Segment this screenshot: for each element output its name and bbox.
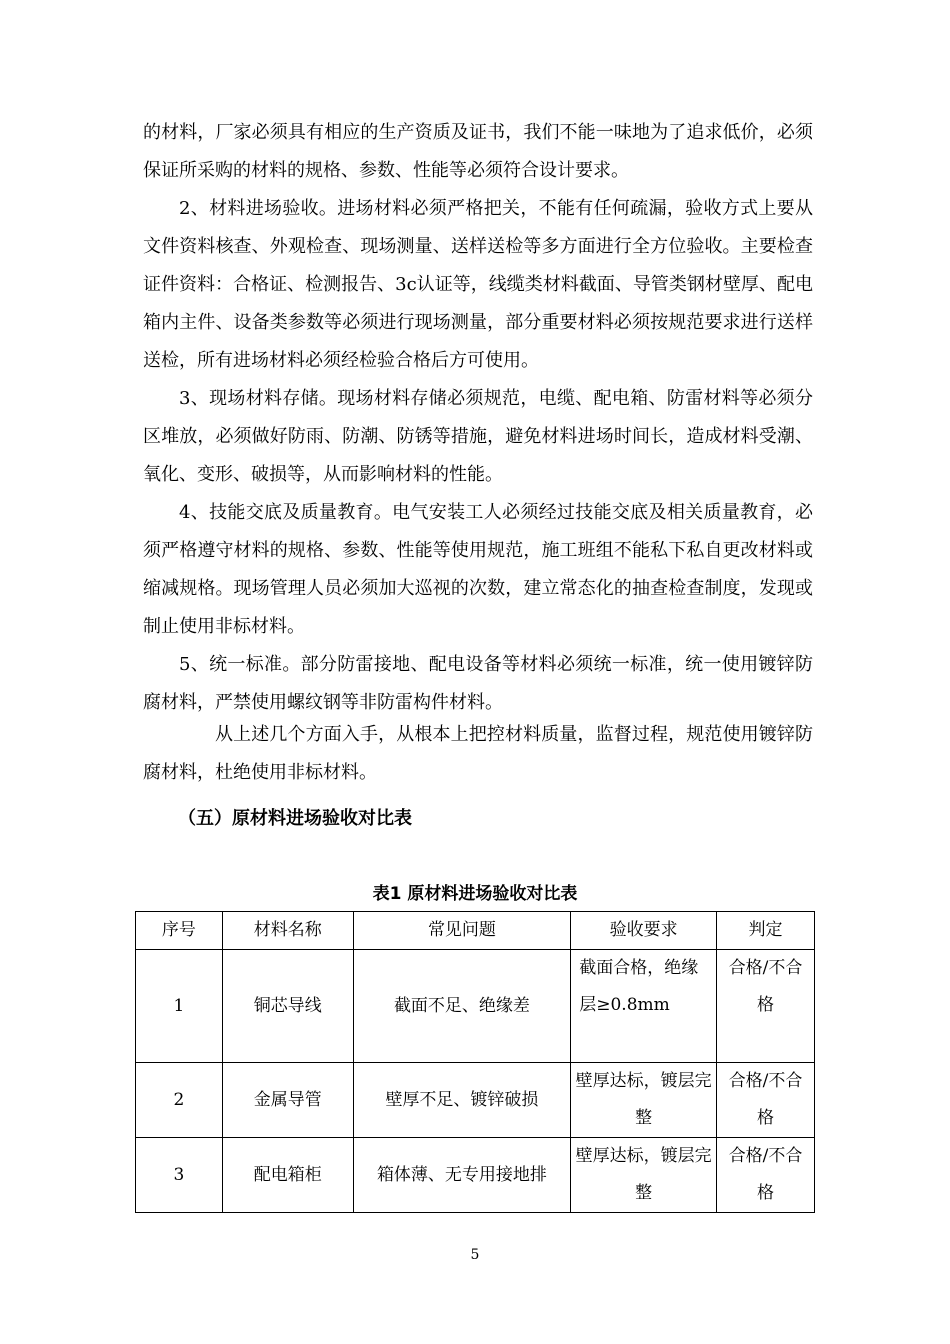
cell-verdict: 合格/不合格 [717,1138,815,1213]
cell-material: 配电箱柜 [222,1138,353,1213]
cell-requirement: 壁厚达标，镀层完整 [571,1138,717,1213]
header-requirement: 验收要求 [571,912,717,950]
paragraph-item-5: 5、统一标准。部分防雷接地、配电设备等材料必须统一标准，统一使用镀锌防腐材料，严禁使用螺纹钢等非防雷构件材料。 [143,654,813,713]
paragraph-item-4: 4、技能交底及质量教育。电气安装工人必须经过技能交底及相关质量教育，必须严格遵守材料的规格、参数、性能等使用规范，施工班组不能私下私自更改材料或缩减规格。现场管理人员必须加大巡视的次数，建立常态化的抽查检查制度，发现或制止使用非标材料。 [143,502,813,637]
cell-issue: 壁厚不足、镀锌破损 [353,1063,571,1138]
cell-verdict: 合格/不合格 [717,950,815,1063]
header-verdict: 判定 [717,912,815,950]
cell-verdict: 合格/不合格 [717,1063,815,1138]
table-row [136,1063,815,1138]
cell-index: 1 [136,950,223,1063]
section-heading: （五）原材料进场验收对比表 [178,808,412,829]
page-number: 5 [470,1247,480,1263]
table-row [136,1138,815,1213]
cell-issue: 截面不足、绝缘差 [353,950,571,1063]
cell-material: 铜芯导线 [222,950,353,1063]
paragraph-item-2: 2、材料进场验收。进场材料必须严格把关，不能有任何疏漏，验收方式上要从文件资料核查、外观检查、现场测量、送样送检等多方面进行全方位验收。主要检查证件资料：合格证、检测报告、3c认证等，线缆类材料截面、导管类钢材壁厚、配电箱内主件、设备类参数等必须进行现场测量，部分重要材料必须按规范要求进行送样送检，所有进场材料必须经检验合格后方可使用。 [143,198,813,371]
comparison-table [135,911,815,1213]
cell-index: 3 [136,1138,223,1213]
cell-requirement: 壁厚达标，镀层完整 [571,1063,717,1138]
header-material: 材料名称 [222,912,353,950]
cell-requirement: 截面合格，绝缘层≥0.8mm [571,950,717,1063]
paragraph-item-3: 3、现场材料存储。现场材料存储必须规范，电缆、配电箱、防雷材料等必须分区堆放，必须做好防雨、防潮、防锈等措施，避免材料进场时间长，造成材料受潮、氧化、变形、破损等，从而影响材料的性能。 [143,388,813,485]
cell-material: 金属导管 [222,1063,353,1138]
cell-index: 2 [136,1063,223,1138]
header-index: 序号 [136,912,223,950]
table-row [136,950,815,1063]
paragraph-continuation: 的材料，厂家必须具有相应的生产资质及证书，我们不能一味地为了追求低价，必须保证所采购的材料的规格、参数、性能等必须符合设计要求。 [143,122,813,181]
table-header-row [136,912,815,950]
paragraph-summary: 从上述几个方面入手，从根本上把控材料质量，监督过程，规范使用镀锌防腐材料，杜绝使用非标材料。 [143,724,813,783]
table-caption: 表1 原材料进场验收对比表 [372,884,578,904]
cell-issue: 箱体薄、无专用接地排 [353,1138,571,1213]
header-issue: 常见问题 [353,912,571,950]
